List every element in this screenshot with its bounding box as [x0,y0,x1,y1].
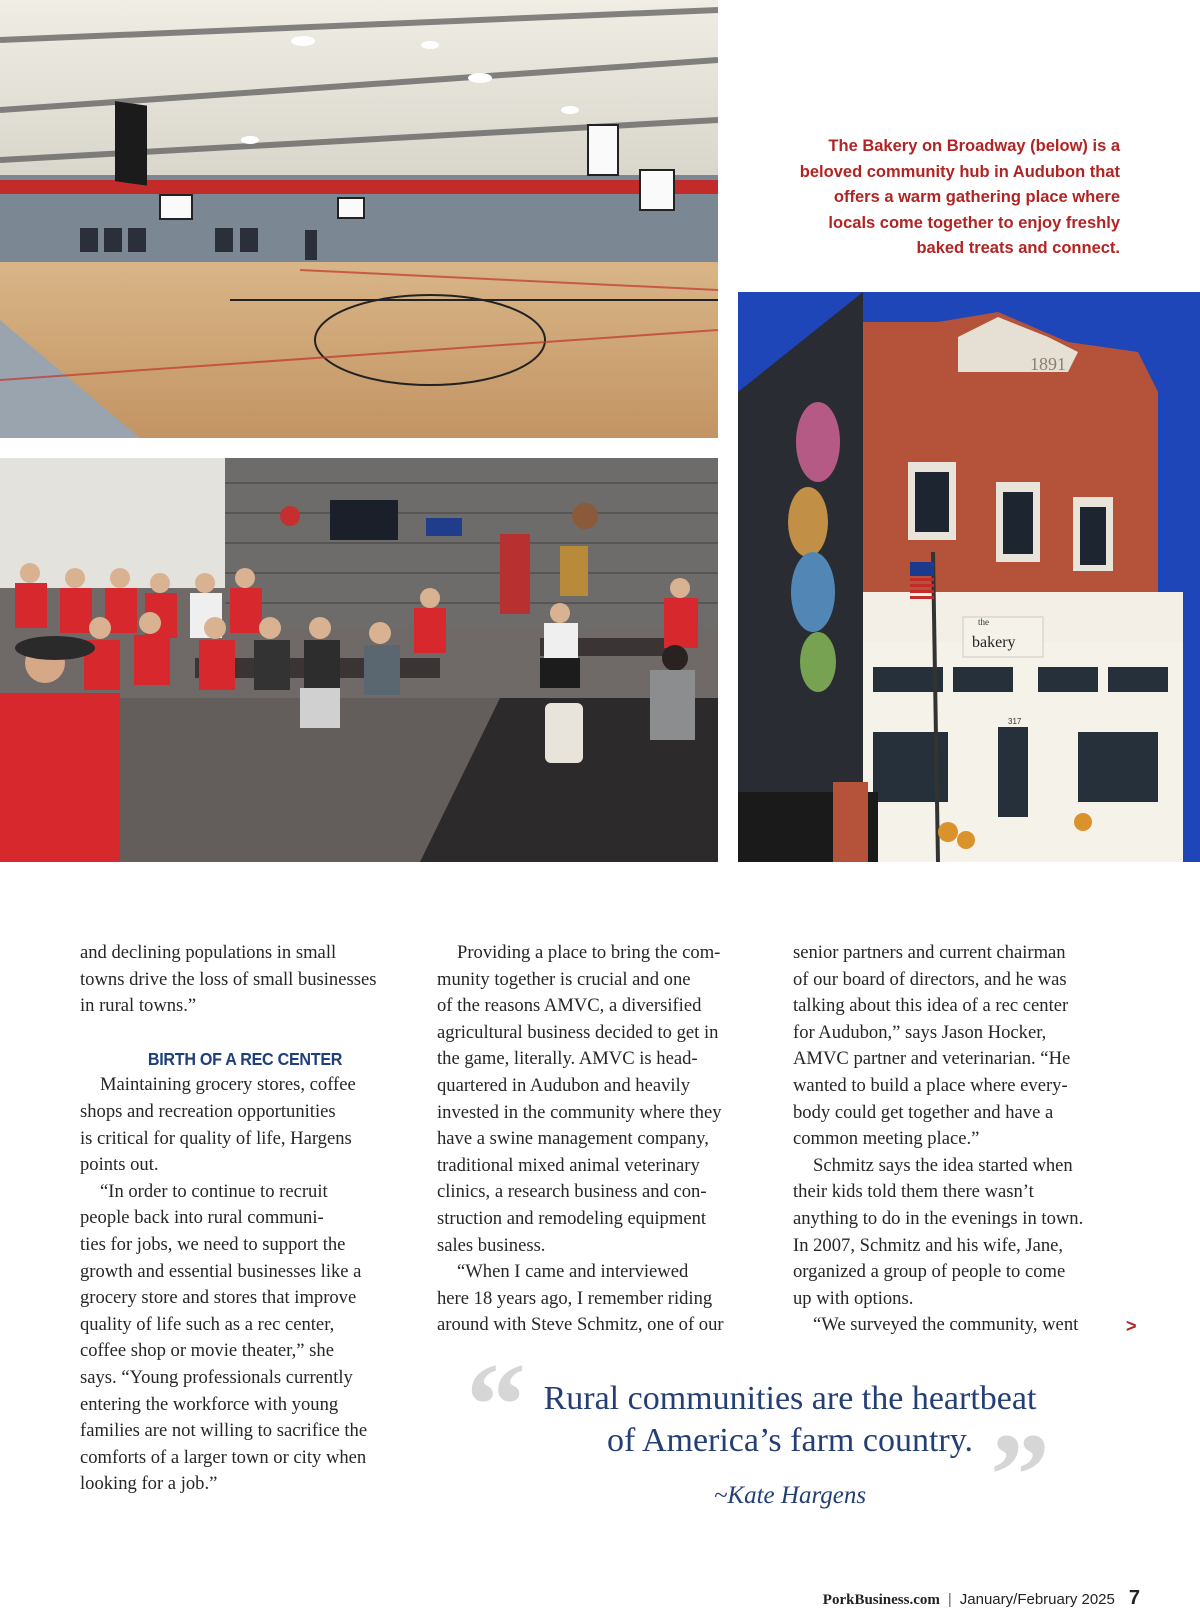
text-line: here 18 years ago, I remember riding [437,1287,713,1309]
pull-quote-line: Rural communities are the heartbeat [543,1380,1037,1417]
text-line: sales business. [437,1234,546,1256]
text-line: common meeting place.” [793,1128,980,1150]
paragraph [80,1179,410,1498]
text-line: families are not willing to sacrifice the [80,1420,368,1442]
paragraph [793,1312,1123,1339]
text-line: “In order to continue to recruit [100,1180,328,1202]
paragraph [437,1259,767,1339]
text-line: grocery store and stores that improve [80,1287,357,1309]
text-line: Maintaining grocery stores, coffee [100,1074,356,1096]
text-line: says. “Young professionals currently [80,1366,353,1388]
text-line: invested in the community where they [437,1101,722,1123]
text-line: have a swine management company, [437,1128,709,1150]
text-line: “When I came and interviewed [457,1261,689,1283]
text-line: body could get together and have a [793,1101,1054,1123]
photo-caption: The Bakery on Broadway (below) is a beloved community hub in Audubon that offers a warm gathering place where locals come together to enjoy freshly baked treats and connect. [799,137,1120,257]
text-line: entering the workforce with young [80,1393,339,1415]
text-line: traditional mixed animal veterinary [437,1154,700,1176]
svg-text:317: 317 [1008,717,1022,726]
continued-arrow-icon[interactable]: > [1126,1316,1137,1336]
text-line: growth and essential businesses like a [80,1260,362,1282]
text-line: of the reasons AMVC, a diversified [437,995,702,1017]
text-line: wanted to build a place where every- [793,1074,1068,1096]
text-line: ties for jobs, we need to support the [80,1233,346,1255]
paragraph [80,1072,410,1178]
text-line: in rural towns.” [80,995,197,1017]
text-line: people back into rural communi- [80,1207,324,1229]
article-column-3 [793,940,1123,1339]
text-line: Schmitz says the idea started when [813,1154,1073,1176]
section-heading: BIRTH OF A REC CENTER [147,1048,343,1069]
text-line: anything to do in the evenings in town. [793,1207,1084,1229]
text-line: coffee shop or movie theater,” she [80,1340,334,1362]
text-line: AMVC partner and veterinarian. “He [793,1048,1071,1070]
text-line: comforts of a larger town or city when [80,1446,367,1468]
close-quote-icon: ” [990,1408,1050,1541]
text-line: agricultural business decided to get in [437,1021,719,1043]
article-column-1 [80,940,410,1498]
article-column-2 [437,940,767,1339]
svg-text:bakery: bakery [972,634,1016,651]
text-line: talking about this idea of a rec center [793,995,1069,1017]
paragraph [793,940,1123,1153]
text-line: Providing a place to bring the com- [457,942,721,963]
text-line: clinics, a research business and con- [437,1181,707,1203]
paragraph [793,1153,1123,1313]
text-line: towns drive the loss of small businesses [80,968,377,990]
text-line: for Audubon,” says Jason Hocker, [793,1021,1047,1043]
bakery-storefront-photo [738,292,1200,862]
pull-quote-line: of America’s farm country. [607,1422,973,1459]
text-line: munity together is crucial and one [437,968,691,990]
text-line: In 2007, Schmitz and his wife, Jane, [793,1234,1064,1256]
text-line: up with options. [793,1287,914,1309]
text-line: around with Steve Schmitz, one of our [437,1314,724,1336]
text-line: looking for a job.” [80,1473,218,1495]
text-line: their kids told them there wasn’t [793,1181,1034,1203]
footer-separator: | [947,1591,952,1608]
open-quote-icon: “ [466,1338,526,1471]
text-line: organized a group of people to come [793,1261,1066,1283]
text-line: senior partners and current chairman [793,942,1066,963]
paragraph [437,940,767,1259]
page-footer [823,1587,1140,1610]
svg-text:the: the [978,617,989,627]
text-line: struction and remodeling equipment [437,1207,707,1229]
text-line: points out. [80,1154,159,1176]
text-line: is critical for quality of life, Hargens [80,1127,352,1149]
text-line: quality of life such as a rec center, [80,1313,335,1335]
gathering-photo [0,458,718,862]
text-line: the game, literally. AMVC is head- [437,1048,698,1070]
pull-quote-attribution: ~Kate Hargens [713,1482,867,1509]
text-line: quartered in Audubon and heavily [437,1074,691,1096]
text-line: and declining populations in small [80,942,337,963]
svg-text:1891: 1891 [1030,354,1066,374]
text-line: “We surveyed the community, went [813,1314,1079,1336]
footer-issue: January/February 2025 [959,1591,1115,1608]
paragraph [80,940,410,1020]
gym-photo [0,0,718,438]
page-number: 7 [1128,1587,1140,1609]
footer-site[interactable]: PorkBusiness.com [822,1592,940,1608]
text-line: of our board of directors, and he was [793,968,1067,990]
text-line: shops and recreation opportunities [80,1100,336,1122]
